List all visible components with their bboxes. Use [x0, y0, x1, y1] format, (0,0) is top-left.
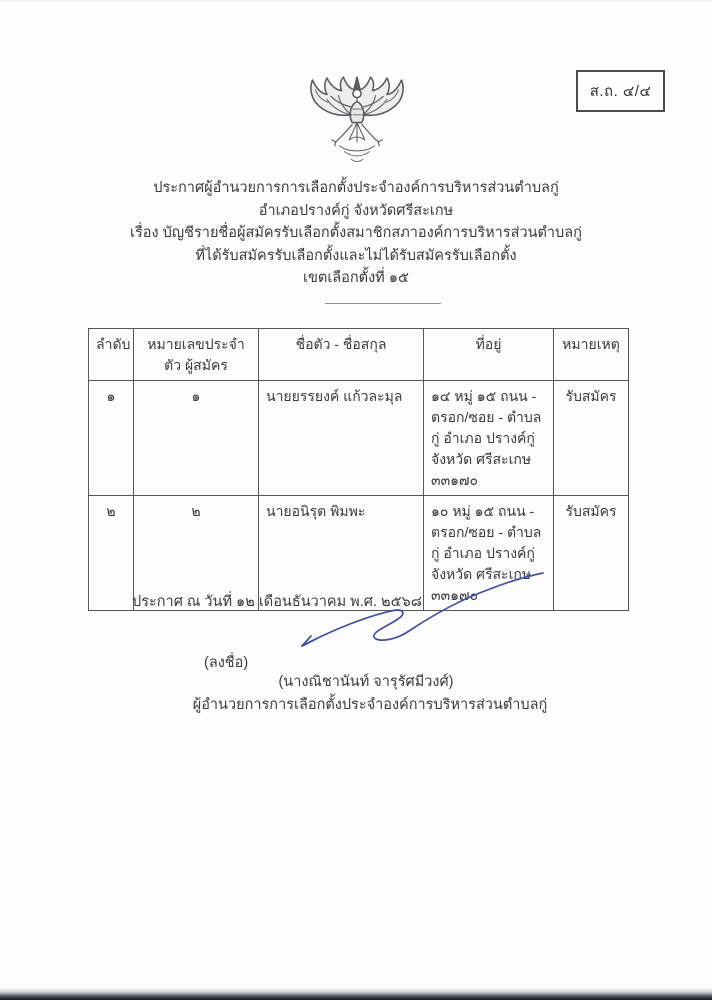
announcement-date: ประกาศ ณ วันที่ ๑๒ เดือนธันวาคม พ.ศ. ๒๕๖๘ — [132, 594, 422, 610]
cell-order: ๒ — [89, 496, 134, 611]
form-code-box — [576, 70, 665, 112]
title-line-4: ที่ได้รับสมัครรับเลือกตั้งและไม่ได้รับสมัครรับเลือกตั้ง — [195, 247, 517, 264]
cell-address: ๑๐ หมู่ ๑๕ ถนน - ตรอก/ซอย - ตำบล กู่ อำเภอ ปรางค์กู่ จังหวัด ศรีสะเกษ ๓๓๑๗๐ — [424, 496, 554, 611]
header-remark: หมายเหตุ — [554, 329, 629, 381]
cell-remark: รับสมัคร — [554, 381, 629, 496]
cell-name: นายยรรยงค์ แก้วละมุล — [259, 381, 424, 496]
header-candidate-number: หมายเลขประจำตัว ผู้สมัคร — [134, 329, 259, 381]
table-row — [89, 381, 629, 496]
title-line-3: เรื่อง บัญชีรายชื่อผู้สมัครรับเลือกตั้งสมาชิกสภาองค์การบริหารส่วนตำบลกู่ — [130, 225, 582, 241]
signer-name: (นางณิชานันท์ จารุรัศมีวงศ์) — [278, 674, 454, 690]
scan-bottom-edge — [0, 988, 712, 1000]
header-name: ชื่อตัว - ชื่อสกุล — [259, 329, 424, 381]
document-title-block — [0, 177, 712, 290]
cell-address: ๑๔ หมู่ ๑๕ ถนน - ตรอก/ซอย - ตำบล กู่ อำเภอ ปรางค์กู่ จังหวัด ศรีสะเกษ ๓๓๑๗๐ — [424, 381, 554, 496]
header-address: ที่อยู่ — [424, 329, 554, 381]
cell-name: นายอนิรุต พิมพะ — [259, 496, 424, 611]
garuda-emblem-icon — [299, 76, 415, 173]
signature-icon — [292, 566, 550, 656]
cell-number: ๑ — [134, 381, 259, 496]
scan-top-edge — [0, 0, 712, 3]
signed-label: (ลงชื่อ) — [204, 655, 249, 671]
signer-title: ผู้อำนวยการการเลือกตั้งประจำองค์การบริหารส่วนตำบลกู่ — [192, 697, 548, 713]
table-header-row — [89, 329, 629, 381]
title-line-2: อำเภอปรางค์กู่ จังหวัดศรีสะเกษ — [258, 202, 454, 219]
title-line-1: ประกาศผู้อำนวยการการเลือกตั้งประจำองค์การบริหารส่วนตำบลกู่ — [153, 180, 559, 196]
header-order: ลำดับ — [89, 329, 134, 381]
title-divider-line — [325, 303, 441, 304]
cell-remark: รับสมัคร — [554, 496, 629, 611]
cell-order: ๑ — [89, 381, 134, 496]
title-line-5: เขตเลือกตั้งที่ ๑๕ — [303, 270, 409, 286]
form-code-text: ส.ถ. ๔/๔ — [589, 83, 652, 100]
cell-number: ๒ — [134, 496, 259, 611]
